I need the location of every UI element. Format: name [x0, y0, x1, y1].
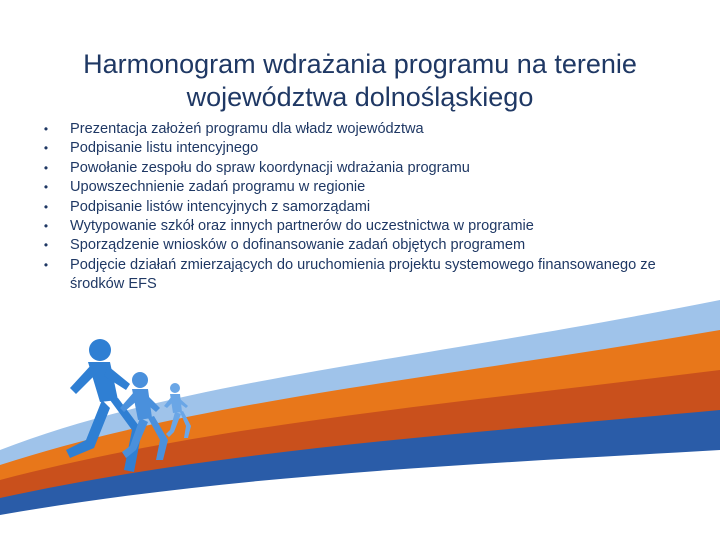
list-item-text: Podpisanie listów intencyjnych z samorządami	[70, 198, 371, 215]
bullet-icon: •	[43, 180, 49, 195]
list-item-text: Powołanie zespołu do spraw koordynacji wdrażania programu	[70, 159, 470, 176]
list-item	[40, 120, 680, 139]
list-item	[40, 178, 680, 197]
list-item-text: Wytypowanie szkół oraz innych partnerów do uczestnictwa w programie	[70, 218, 534, 235]
list-item-text: Upowszechnienie zadań programu w regionie	[70, 179, 366, 196]
list-item-text: Prezentacja założeń programu dla władz województwa	[70, 121, 424, 137]
bullet-icon: •	[43, 160, 49, 175]
list-item-text: Sporządzenie wniosków o dofinansowanie zadań objętych programem	[70, 237, 526, 254]
title-line-2: województwa dolnośląskiego	[186, 82, 534, 112]
list-item-text: Podpisanie listu intencyjnego	[70, 140, 259, 157]
list-item	[40, 198, 680, 217]
decorative-background	[0, 300, 720, 540]
slide-title	[40, 48, 680, 114]
bullet-icon: •	[43, 122, 49, 136]
list-item	[40, 236, 680, 255]
bullet-icon: •	[43, 141, 49, 156]
bullet-icon: •	[43, 199, 49, 214]
list-item	[40, 159, 680, 178]
bullet-icon: •	[43, 238, 49, 253]
wave-stripes-icon	[0, 300, 720, 540]
list-item	[40, 139, 680, 158]
list-item-text: Podjęcie działań zmierzających do uruchomienia projektu systemowego finansowanego ze środków EFS	[70, 256, 656, 293]
bullet-icon: •	[43, 219, 49, 234]
list-item	[40, 256, 680, 295]
bullet-icon: •	[43, 257, 49, 272]
title-line-1: Harmonogram wdrażania programu na terenie	[83, 49, 637, 79]
list-item	[40, 217, 680, 236]
bullet-list	[40, 120, 680, 295]
